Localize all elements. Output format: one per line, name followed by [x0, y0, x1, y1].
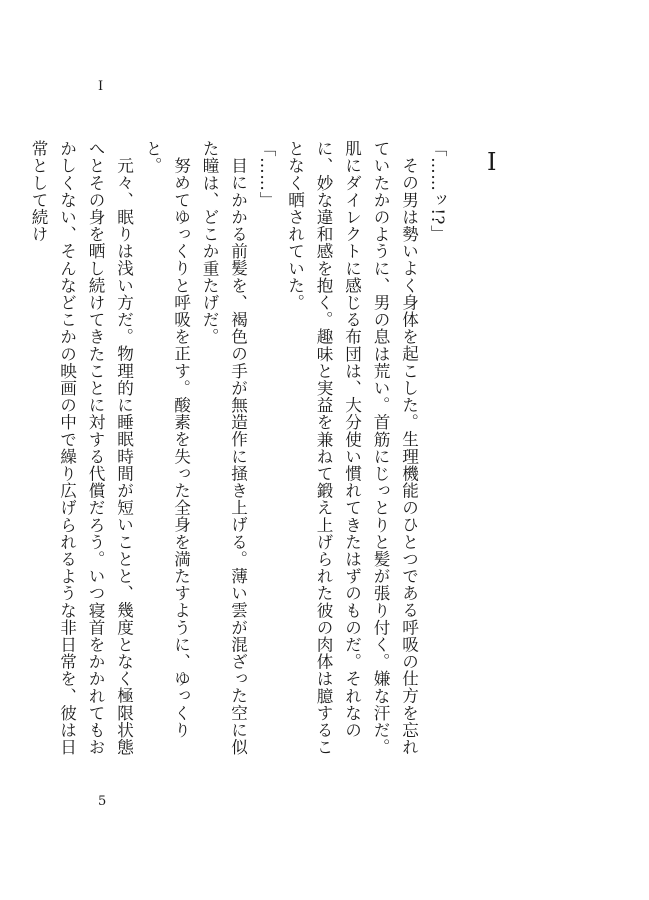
- dialogue-line: 「……ッ!?」: [428, 140, 447, 243]
- vertical-text-body: [24, 140, 452, 760]
- narration-paragraph: 元々、眠りは浅い方だ。物理的に睡眠時間が短いことと、幾度となく極限状態へとその身を晒し続けてきたことに対する代償だろう。いつ寝首をかかれてもおかしくない、そんなどこかの映画の中で繰り広げられるような非日常を、彼は日常として続け: [29, 140, 134, 756]
- running-head: I: [98, 79, 104, 94]
- dialogue-line: 「……」: [257, 140, 276, 209]
- chapter-title: I: [487, 148, 497, 176]
- narration-paragraph: 努めてゆっくりと呼吸を正す。酸素を失った全身を満たすように、ゆっくりと。: [143, 140, 191, 738]
- narration-paragraph: その男は勢いよく身体を起こした。生理機能のひとつである呼吸の仕方を忘れていたかのように、男の息は荒い。首筋にじっとりと髪が張り付く。嫌な汗だ。肌にダイレクトに感じる布団は、大分使い慣れてきたはずのものだ。それなのに、妙な違和感を抱く。趣味と実益を兼ねて鍛え上げられた彼の肉体は臆することなく晒されていた。: [285, 140, 419, 756]
- narration-paragraph: 目にかかる前髪を、褐色の手が無造作に掻き上げる。薄い雲が混ざった空に似た瞳は、どこか重たげだ。: [200, 140, 248, 756]
- page-number: 5: [98, 794, 107, 809]
